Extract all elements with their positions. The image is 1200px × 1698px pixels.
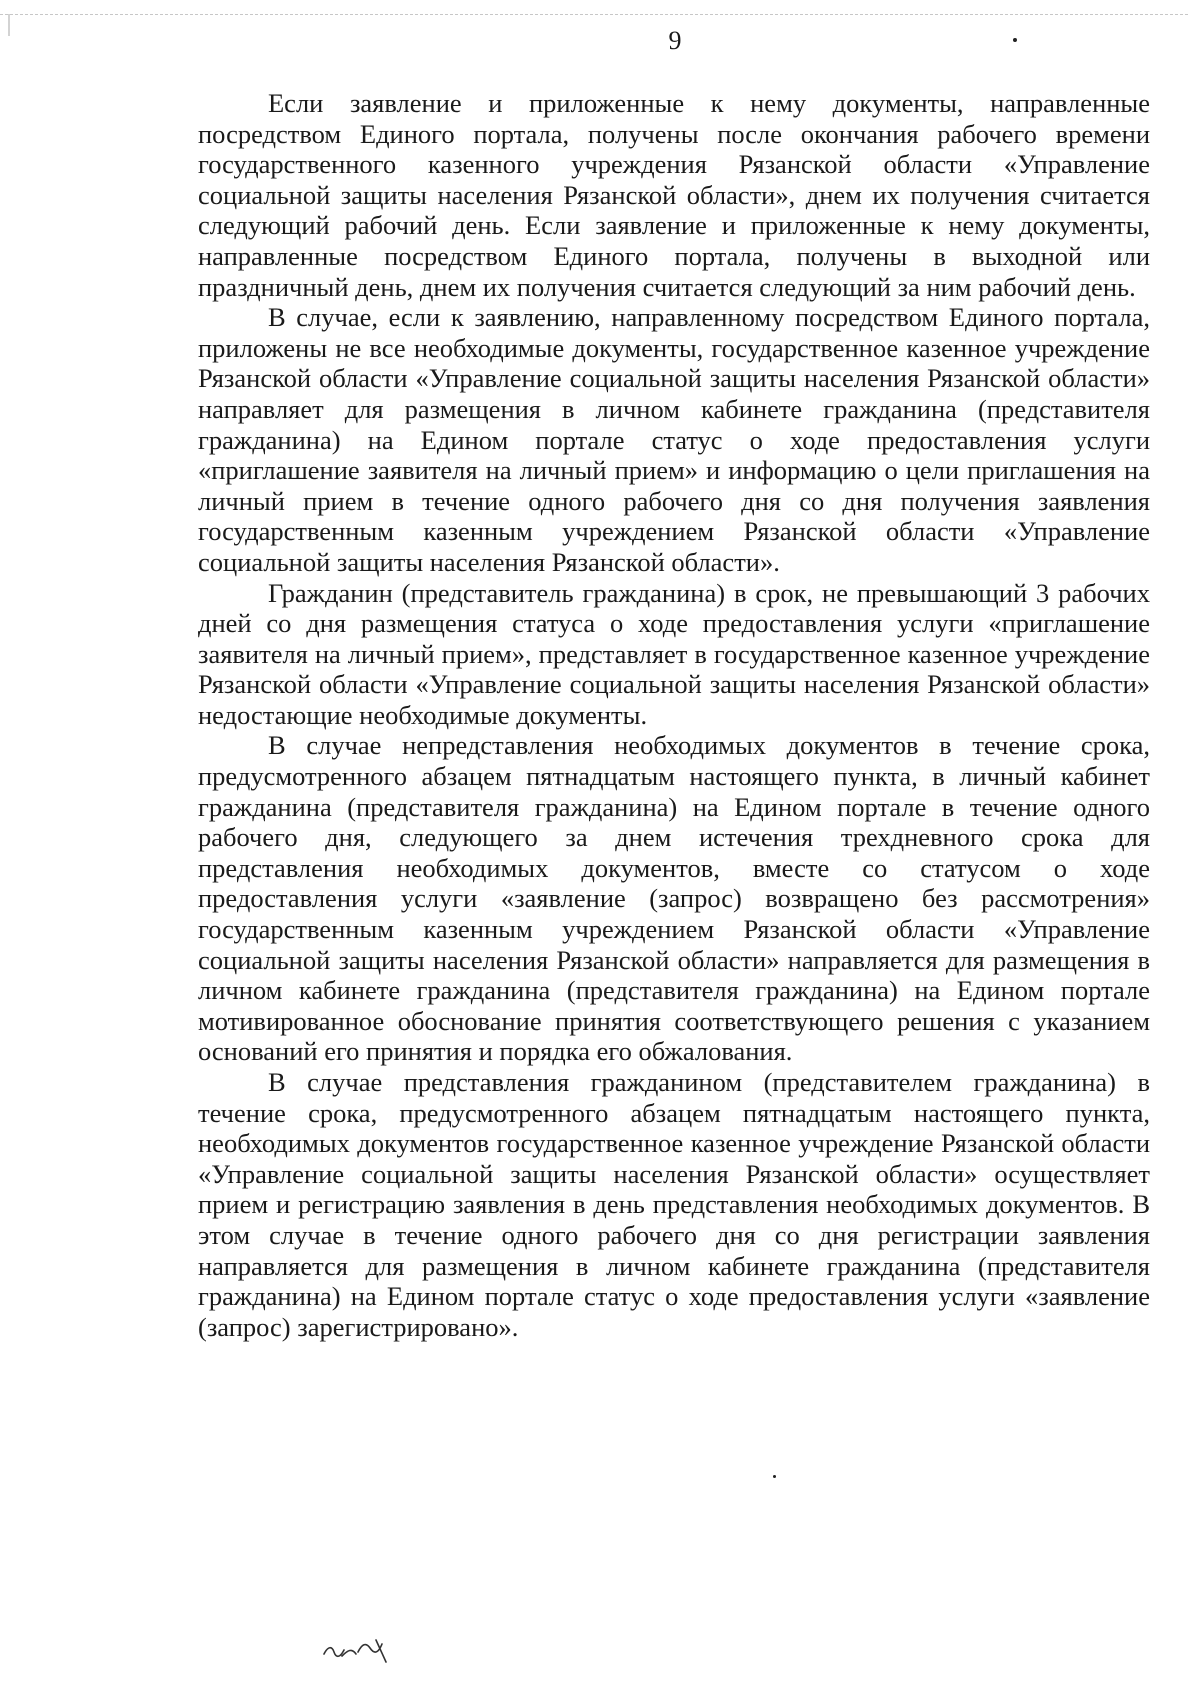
document-body [198, 88, 1150, 1342]
handwritten-initials [320, 1632, 392, 1666]
scan-speck [773, 1475, 776, 1478]
page-number: 9 [668, 26, 682, 55]
scan-speck [1013, 38, 1017, 42]
paragraph: Если заявление и приложенные к нему документы, направленные посредством Единого портала, получены после окончания рабочего времени государственного казенного учреждения Рязанской области «Управление социальной защиты населения Рязанской области», днем их получения считается следующий рабочий день. Если заявление и приложенные к нему документы, направленные посредством Единого портала, получены в выходной или праздничный день, днем их получения считается следующий за ним рабочий день. [198, 88, 1150, 302]
paragraph: В случае, если к заявлению, направленному посредством Единого портала, приложены не все необходимые документы, государственное казенное учреждение Рязанской области «Управление социальной защиты населения Рязанской области» направляет для размещения в личном кабинете гражданина (представителя гражданина) на Едином портале статус о ходе предоставления услуги «приглашение заявителя на личный прием» и информацию о цели приглашения на личный прием в течение одного рабочего дня со дня получения заявления государственным казенным учреждением Рязанской области «Управление социальной защиты населения Рязанской области». [198, 302, 1150, 577]
scan-top-edge [0, 14, 1188, 15]
paragraph: Гражданин (представитель гражданина) в срок, не превышающий 3 рабочих дней со дня размещения статуса о ходе предоставления услуги «приглашение заявителя на личный прием», представляет в государственное казенное учреждение Рязанской области «Управление социальной защиты населения Рязанской области» недостающие необходимые документы. [198, 577, 1150, 730]
paragraph: В случае непредставления необходимых документов в течение срока, предусмотренного абзацем пятнадцатым настоящего пункта, в личный кабинет гражданина (представителя гражданина) на Едином портале в течение одного рабочего дня, следующего за днем истечения трехдневного срока для представления необходимых документов, вместе со статусом о ходе предоставления услуги «заявление (запрос) возвращено без рассмотрения» государственным казенным учреждением Рязанской области «Управление социальной защиты населения Рязанской области» направляется для размещения в личном кабинете гражданина (представителя гражданина) на Едином портале мотивированное обоснование принятия соответствующего решения с указанием оснований его принятия и порядка его обжалования. [198, 730, 1150, 1067]
paragraph: В случае представления гражданином (представителем гражданина) в течение срока, предусмотренного абзацем пятнадцатым настоящего пункта, необходимых документов государственное казенное учреждение Рязанской области «Управление социальной защиты населения Рязанской области» осуществляет прием и регистрацию заявления в день представления необходимых документов. В этом случае в течение одного рабочего дня со дня регистрации заявления направляется для размещения в личном кабинете гражданина (представителя гражданина) на Едином портале статус о ходе предоставления услуги «заявление (запрос) зарегистрировано». [198, 1067, 1150, 1342]
